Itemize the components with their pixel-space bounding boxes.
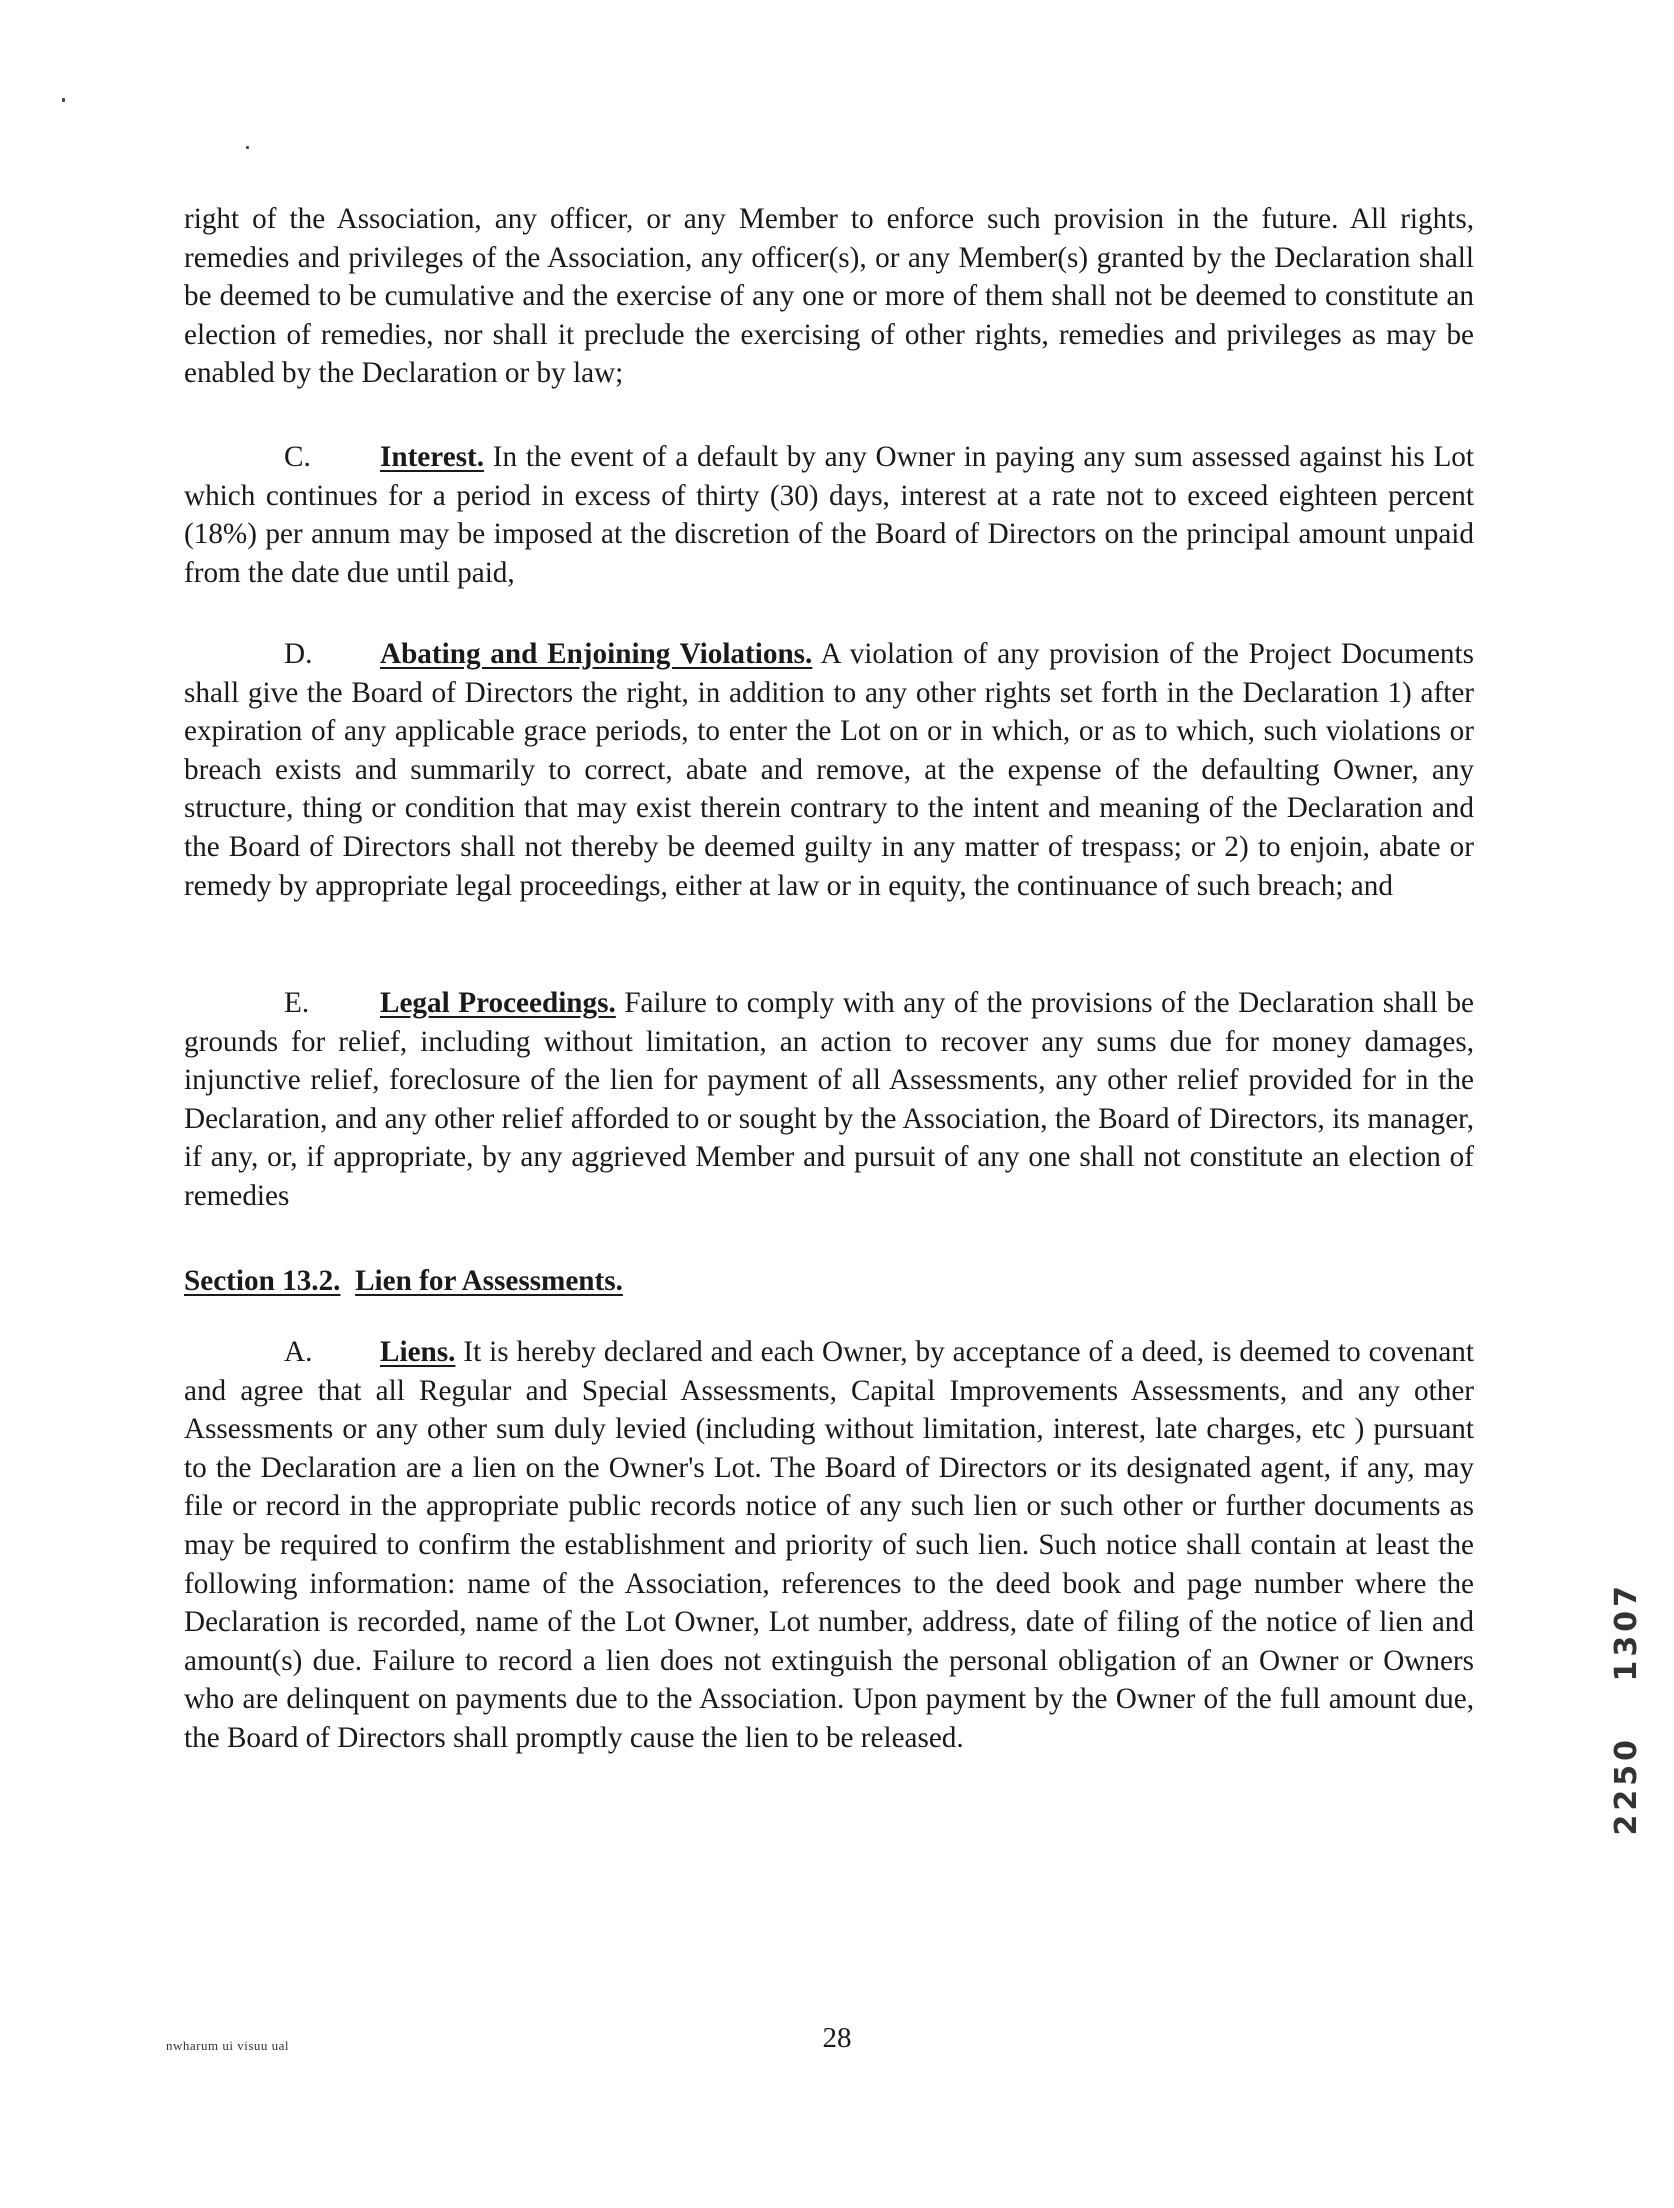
stamp-lower: 2250 — [1608, 1735, 1644, 1835]
section-item-a-heading: Liens. — [380, 1336, 456, 1368]
scan-speck — [62, 98, 65, 102]
item-c-label: C. — [284, 441, 311, 473]
section-item-a-paragraph — [184, 1333, 1474, 1758]
section-item-a-text: It is hereby declared and each Owner, by acceptance of a deed, is deemed to covenant and agree that all Regular and Special Assessments, Capital Improvements Assessments, and any other Assessments or any other sum duly levied (including without limitation, interest, late charges, etc ) pursuant to the Declaration are a lien on the Owner's Lot. The Board of Directors or its designated agent, if any, may file or record in the appropriate public records notice of any such lien or such other or further documents as may be required to confirm the establishment and priority of such lien. Such notice shall contain at least the following information: name of the Association, references to the deed book and page number where the Declaration is recorded, name of the Lot Owner, Lot number, address, date of filing of the notice of lien and amount(s) due. Failure to record a lien does not extinguish the personal obligation of an Owner or Owners who are delinquent on payments due to the Association. Upon payment by the Owner of the full amount due, the Board of Directors shall promptly cause the lien to be released. — [184, 1336, 1475, 1754]
page-number: 28 — [822, 2022, 852, 2054]
item-c-paragraph — [184, 438, 1474, 592]
item-e-label: E. — [284, 987, 310, 1019]
section-title: Lien for Assessments. — [355, 1265, 623, 1297]
stamp-upper: 1307 — [1608, 1582, 1644, 1682]
item-e-text: Failure to comply with any of the provisions of the Declaration shall be grounds for relief, including without limitation, an action to recover any sums due for money damages, injunctive relief, foreclosure of the lien for payment of all Assessments, any other relief provided for in the Declaration, and any other relief afforded to or sought by the Association, the Board of Directors, its manager, if any, or, if appropriate, by any aggrieved Member and pursuit of any one shall not constitute an election of remedies — [184, 987, 1474, 1212]
section-item-a-label: A. — [284, 1336, 313, 1368]
item-c-heading: Interest. — [380, 441, 485, 473]
item-d-paragraph — [184, 635, 1474, 905]
item-d-heading: Abating and Enjoining Violations. — [380, 638, 813, 670]
section-number: Section 13.2. — [184, 1265, 341, 1297]
section-heading — [184, 1262, 623, 1301]
item-c-text: In the event of a default by any Owner in paying any sum assessed against his Lot which continues for a period in excess of thirty (30) days, interest at a rate not to exceed eighteen percent (18%) per annum may be imposed at the discretion of the Board of Directors on the principal amount unpaid from the date due until paid, — [184, 441, 1474, 589]
footer-code: nwharum ui visuu ual — [166, 2038, 290, 2053]
scan-speck — [246, 146, 249, 149]
item-e-heading: Legal Proceedings. — [380, 987, 616, 1019]
continuation-paragraph: right of the Association, any officer, or any Member to enforce such provision in the future. All rights, remedies and privileges of the Association, any officer(s), or any Member(s) granted by the Declaration shall be deemed to be cumulative and the exercise of any one or more of them shall not be deemed to constitute an election of remedies, nor shall it preclude the exercising of other rights, remedies and privileges as may be enabled by the Declaration or by law; — [184, 203, 1474, 390]
book-page-stamp — [1606, 1582, 1646, 2012]
item-d-label: D. — [284, 638, 313, 670]
item-e-paragraph — [184, 984, 1474, 1216]
item-d-text: A violation of any provision of the Project Documents shall give the Board of Directors the right, in addition to any other rights set forth in the Declaration 1) after expiration of any applicable grace periods, to enter the Lot on or in which, or as to which, such violations or breach exists and summarily to correct, abate and remove, at the expense of the defaulting Owner, any structure, thing or condition that may exist therein contrary to the intent and meaning of the Declaration and the Board of Directors shall not thereby be deemed guilty in any matter of trespass; or 2) to enjoin, abate or remedy by appropriate legal proceedings, either at law or in equity, the continuance of such breach; and — [184, 638, 1474, 902]
